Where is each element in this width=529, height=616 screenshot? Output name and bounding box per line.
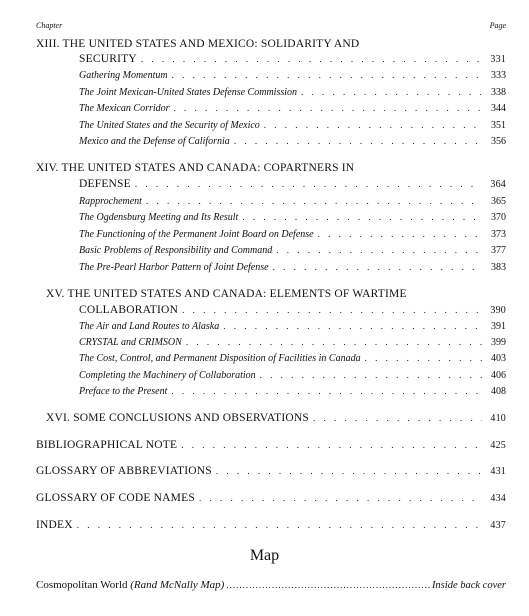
- entry-title: The Cost, Control, and Permanent Disposition of Facilities in Canada: [79, 353, 361, 364]
- chapter-xiv-heading-cont: [79, 178, 506, 190]
- dot-leader: [146, 196, 482, 206]
- toc-entry: [79, 87, 506, 98]
- page-number: 365: [491, 196, 506, 207]
- page-number: 410: [490, 413, 506, 424]
- toc-entry: [79, 120, 506, 131]
- toc-entry: [79, 386, 506, 397]
- chapter-xvi-heading: XVI. SOME CONCLUSIONS AND OBSERVATIONS: [46, 412, 310, 424]
- entry-title: Gathering Momentum: [79, 70, 168, 81]
- chapter-xv-heading-cont: [79, 304, 506, 316]
- chapter-xv-heading-line2: COLLABORATION: [79, 304, 179, 316]
- toc-entry: [79, 103, 506, 114]
- dot-leader: [172, 70, 482, 80]
- toc-entry: [79, 353, 506, 364]
- toc-entry: [79, 70, 506, 81]
- dot-leader: [318, 229, 482, 239]
- page-number: 356: [491, 136, 506, 147]
- dot-leader: [301, 87, 482, 97]
- toc-header: [36, 21, 506, 30]
- dot-leader: [260, 370, 482, 380]
- chapter-xiv-heading-line2: DEFENSE: [79, 178, 131, 190]
- page-number: 391: [491, 321, 506, 332]
- entry-title: The Ogdensburg Meeting and Its Result: [79, 212, 239, 223]
- dot-leader: [135, 179, 482, 189]
- dot-leader: [182, 305, 482, 315]
- back-matter-title: INDEX: [36, 519, 73, 531]
- map-entry-title: Cosmopolitan World: [36, 579, 128, 591]
- dot-leader: [199, 493, 482, 503]
- page-number: 403: [491, 353, 506, 364]
- page-number: 331: [490, 54, 506, 65]
- chapter-xv-heading: XV. THE UNITED STATES AND CANADA: ELEMENTS OF WARTIME: [46, 288, 407, 300]
- dot-leader: [276, 245, 482, 255]
- toc-entry: [79, 262, 506, 273]
- toc-entry: [79, 136, 506, 147]
- toc-entry: [79, 196, 506, 207]
- page-number: 408: [491, 386, 506, 397]
- dot-leader: [174, 103, 482, 113]
- entry-title: CRYSTAL and CRIMSON: [79, 337, 182, 348]
- chapter-xiii-heading-cont: [79, 53, 506, 65]
- chapter-xvi-entry: [46, 412, 506, 424]
- entry-title: Preface to the Present: [79, 386, 168, 397]
- entry-title: Completing the Machinery of Collaboration: [79, 370, 256, 381]
- page-column-label: Page: [489, 21, 506, 30]
- dot-leader: [264, 120, 482, 130]
- dot-leader: [223, 321, 482, 331]
- dot-leader: [181, 440, 482, 450]
- page-number: 437: [490, 520, 506, 531]
- page-number: 364: [490, 179, 506, 190]
- page-number: 406: [491, 370, 506, 381]
- entry-title: Rapprochement: [79, 196, 142, 207]
- entry-title: The Functioning of the Permanent Joint Board on Defense: [79, 229, 314, 240]
- page-number: 434: [490, 493, 506, 504]
- toc-entry: [79, 321, 506, 332]
- entry-title: Mexico and the Defense of California: [79, 136, 230, 147]
- page-number: 431: [490, 466, 506, 477]
- map-entry-note: (Rand McNally Map): [130, 579, 225, 591]
- page-number: 344: [491, 103, 506, 114]
- entry-title: Basic Problems of Responsibility and Command: [79, 245, 273, 256]
- back-matter-title: GLOSSARY OF ABBREVIATIONS: [36, 465, 212, 477]
- page-number: 338: [491, 87, 506, 98]
- map-entry-text: [36, 579, 224, 591]
- back-matter-title: GLOSSARY OF CODE NAMES: [36, 492, 195, 504]
- page-number: 351: [491, 120, 506, 131]
- map-entry: [36, 579, 506, 591]
- entry-title: The Mexican Corridor: [79, 103, 170, 114]
- map-section-heading: Map: [249, 547, 280, 564]
- dot-leader: [226, 580, 430, 590]
- page-number: 383: [491, 262, 506, 273]
- page-number: 370: [491, 212, 506, 223]
- toc-entry: [79, 229, 506, 240]
- back-matter-entry: [36, 465, 506, 477]
- chapter-column-label: Chapter: [36, 21, 63, 30]
- back-matter-entry: [36, 519, 506, 531]
- toc-entry: [79, 212, 506, 223]
- chapter-xiii-heading: XIII. THE UNITED STATES AND MEXICO: SOLIDARITY AND: [36, 38, 360, 50]
- toc-entry: [79, 370, 506, 381]
- dot-leader: [273, 262, 482, 272]
- toc-entry: [79, 245, 506, 256]
- dot-leader: [234, 136, 482, 146]
- page-number: 333: [491, 70, 506, 81]
- entry-title: The Air and Land Routes to Alaska: [79, 321, 220, 332]
- dot-leader: [242, 212, 482, 222]
- page-number: 425: [490, 440, 506, 451]
- page-number: 377: [491, 245, 506, 256]
- dot-leader: [216, 466, 482, 476]
- page-number: 399: [491, 337, 506, 348]
- chapter-xiv-heading: XIV. THE UNITED STATES AND CANADA: COPARTNERS IN: [36, 162, 355, 174]
- dot-leader: [77, 520, 482, 530]
- dot-leader: [313, 413, 482, 423]
- toc-entry: [79, 337, 506, 348]
- page-number: 373: [491, 229, 506, 240]
- dot-leader: [141, 54, 482, 64]
- dot-leader: [186, 337, 482, 347]
- entry-title: The Joint Mexican-United States Defense Commission: [79, 87, 298, 98]
- entry-title: The Pre-Pearl Harbor Pattern of Joint Defense: [79, 262, 269, 273]
- page-number: 390: [490, 305, 506, 316]
- back-matter-title: BIBLIOGRAPHICAL NOTE: [36, 439, 178, 451]
- map-entry-location: Inside back cover: [431, 580, 506, 591]
- back-matter-entry: [36, 439, 506, 451]
- dot-leader: [171, 386, 482, 396]
- dot-leader: [365, 353, 482, 363]
- entry-title: The United States and the Security of Mexico: [79, 120, 260, 131]
- chapter-xiii-heading-line2: SECURITY: [79, 53, 137, 65]
- back-matter-entry: [36, 492, 506, 504]
